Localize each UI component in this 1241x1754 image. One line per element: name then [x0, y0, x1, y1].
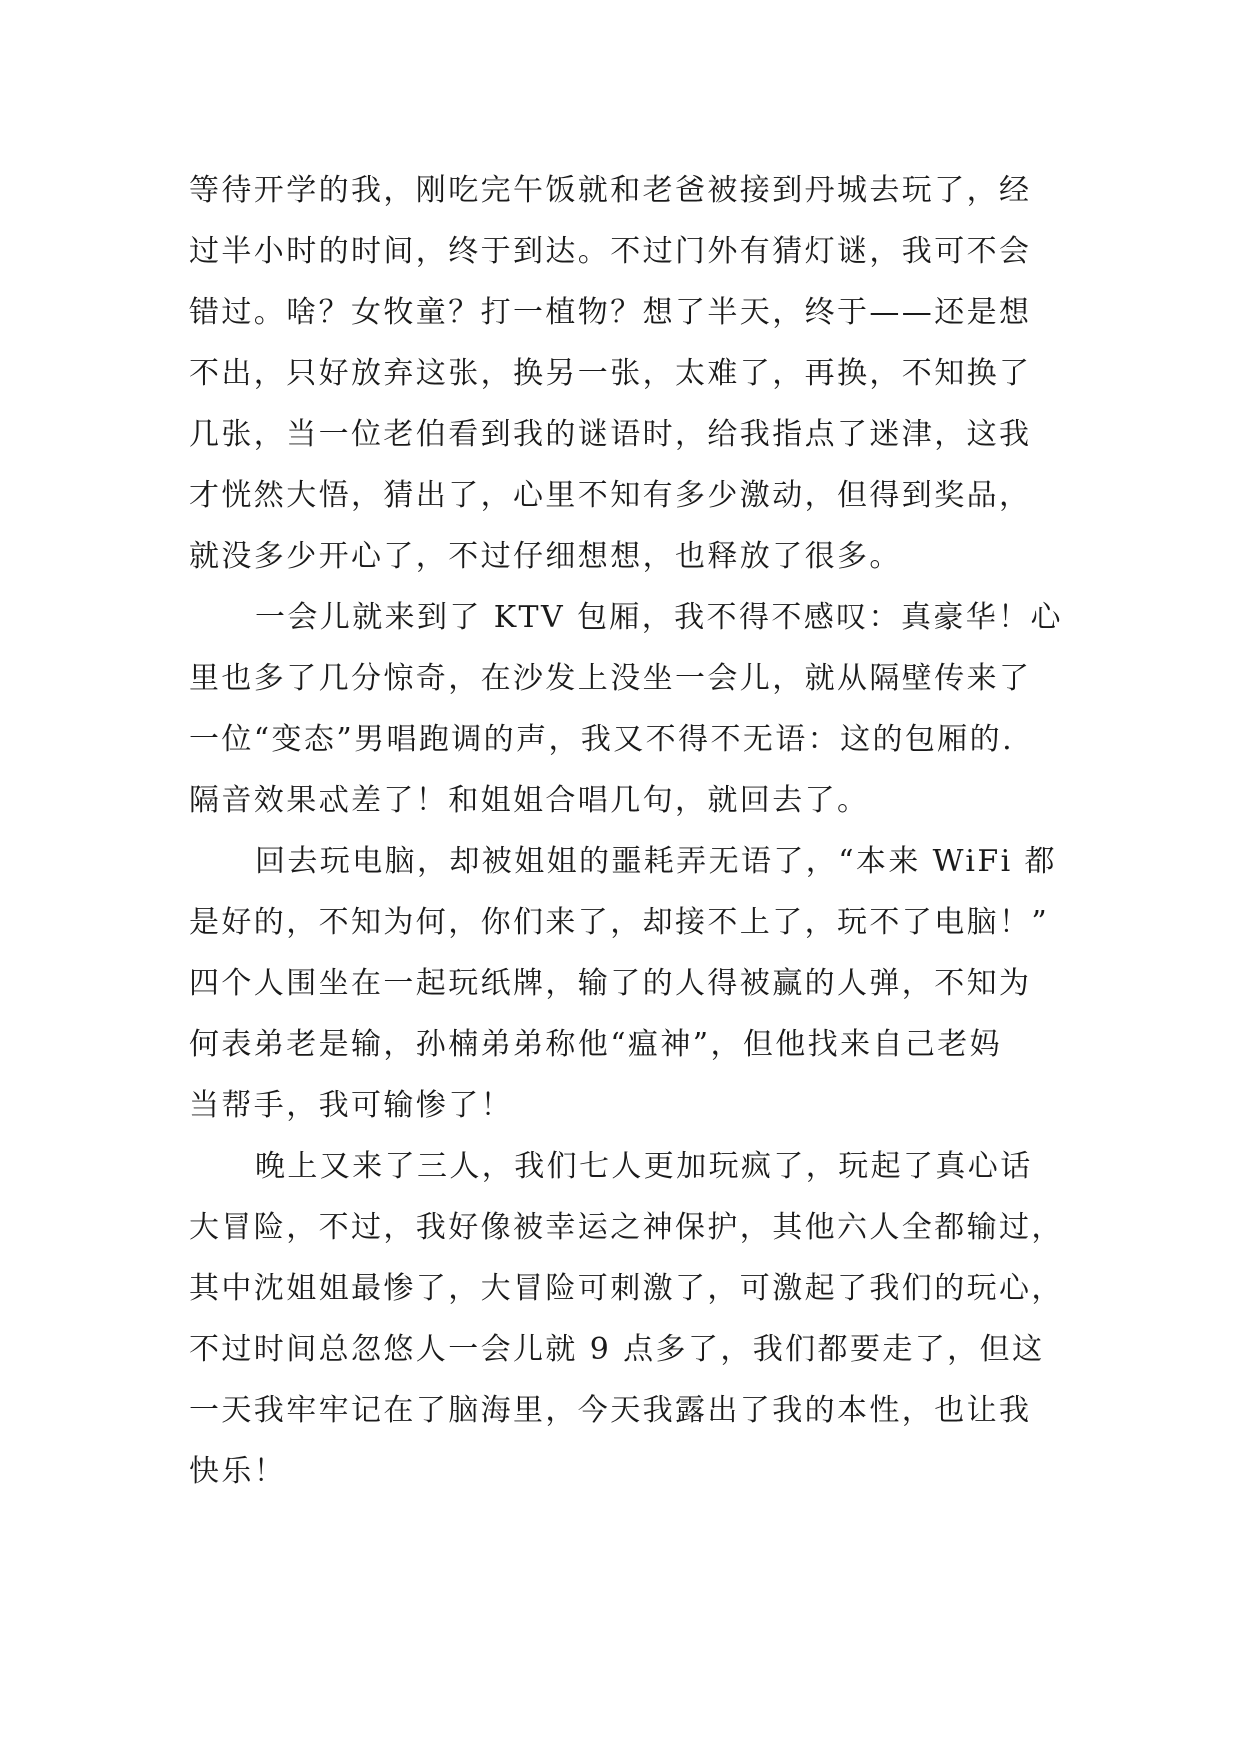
text-line: 回去玩电脑，却被姐姐的噩耗弄无语了，“本来 WiFi 都 [255, 844, 1057, 879]
text-line: 不出，只好放弃这张，换另一张，太难了，再换，不知换了 [189, 356, 1032, 391]
text-line: 隔音效果忒差了！和姐姐合唱几句，就回去了。 [189, 783, 870, 818]
text-line: 其中沈姐姐最惨了，大冒险可刺激了，可激起了我们的玩心， [189, 1271, 1064, 1306]
essay-body [189, 160, 1064, 1502]
text-line: 是好的，不知为何，你们来了，却接不上了，玩不了电脑！” [189, 905, 1050, 940]
text-line: 一天我牢牢记在了脑海里，今天我露出了我的本性，也让我 [189, 1393, 1032, 1428]
text-line: 几张，当一位老伯看到我的谜语时，给我指点了迷津，这我 [189, 417, 1032, 452]
text-line: 何表弟老是输，孙楠弟弟称他“瘟神”，但他找来自己老妈 [189, 1027, 1003, 1062]
text-line: 当帮手，我可输惨了！ [189, 1088, 513, 1123]
text-line: 晚上又来了三人，我们七人更加玩疯了，玩起了真心话 [255, 1149, 1033, 1184]
text-line: 一会儿就来到了 KTV 包厢，我不得不感叹：真豪华！心 [255, 600, 1063, 635]
text-line: 就没多少开心了，不过仔细想想，也释放了很多。 [189, 539, 902, 574]
text-line: 等待开学的我，刚吃完午饭就和老爸被接到丹城去玩了，经 [189, 173, 1032, 208]
paragraph-2 [189, 587, 1063, 831]
text-line: 不过时间总忽悠人一会儿就 9 点多了，我们都要走了，但这 [189, 1332, 1045, 1367]
text-line: 快乐！ [189, 1454, 287, 1489]
paragraph-4 [189, 1136, 1064, 1502]
text-line: 四个人围坐在一起玩纸牌，输了的人得被赢的人弹，不知为 [189, 966, 1032, 1001]
paragraph-1 [189, 160, 1059, 587]
text-line: 才恍然大悟，猜出了，心里不知有多少激动，但得到奖品， [189, 478, 1032, 513]
paragraph-3 [189, 831, 1059, 1136]
text-line: 一位“变态”男唱跑调的声，我又不得不无语：这的包厢的. [189, 722, 1015, 757]
text-line: 里也多了几分惊奇，在沙发上没坐一会儿，就从隔壁传来了 [189, 661, 1032, 696]
text-line: 错过。啥？女牧童？打一植物？想了半天，终于——还是想 [189, 295, 1032, 330]
text-line: 过半小时的时间，终于到达。不过门外有猜灯谜，我可不会 [189, 234, 1032, 269]
text-line: 大冒险，不过，我好像被幸运之神保护，其他六人全都输过， [189, 1210, 1064, 1245]
